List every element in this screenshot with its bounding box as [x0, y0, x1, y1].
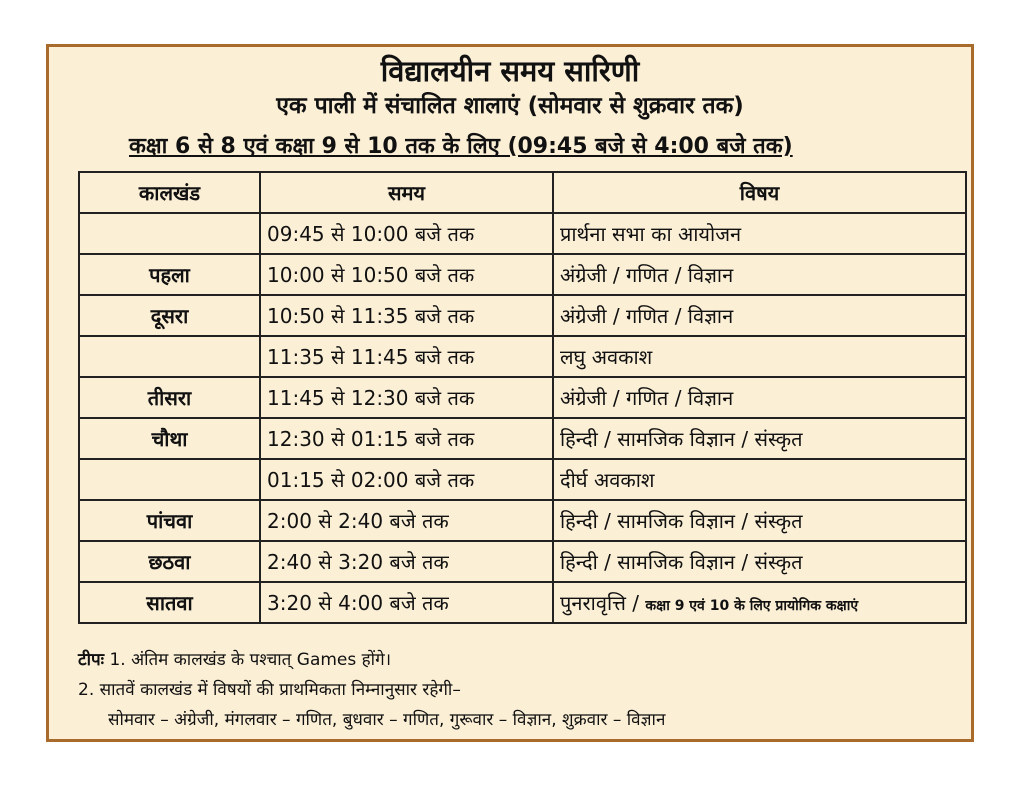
- page-title: विद्यालयीन समय सारिणी: [380, 54, 640, 88]
- time-cell: 01:15 से 02:00 बजे तक: [260, 459, 553, 500]
- subject-cell: अंग्रेजी / गणित / विज्ञान: [553, 377, 966, 418]
- practical-class-note: कक्षा 9 एवं 10 के लिए प्रायोगिक कक्षाएं: [645, 598, 859, 614]
- subject-cell: अंग्रेजी / गणित / विज्ञान: [553, 254, 966, 295]
- class-range-heading: कक्षा 6 से 8 एवं कक्षा 9 से 10 तक के लिए (09:45 बजे से 4:00 बजे तक): [129, 134, 793, 159]
- note-line-3: सोमवार – अंग्रेजी, मंगलवार – गणित, बुधवार – गणित, गुरूवार – विज्ञान, शुक्रवार – विज्ञान: [108, 710, 666, 730]
- time-cell: 09:45 से 10:00 बजे तक: [260, 213, 553, 254]
- table-row: [79, 500, 966, 541]
- period-cell: पहला: [79, 254, 260, 295]
- period-cell: तीसरा: [79, 377, 260, 418]
- subject-cell: लघु अवकाश: [553, 336, 966, 377]
- table-row: [79, 541, 966, 582]
- note-line-2: 2. सातवें कालखंड में विषयों की प्राथमिकता निम्नानुसार रहेगी–: [78, 680, 461, 700]
- period-cell: दूसरा: [79, 295, 260, 336]
- note-text-1: 1. अंतिम कालखंड के पश्चात् Games होंगे।: [109, 650, 392, 670]
- table-row: [79, 336, 966, 377]
- subject-cell: दीर्घ अवकाश: [553, 459, 966, 500]
- time-cell: 10:00 से 10:50 बजे तक: [260, 254, 553, 295]
- table-row: [79, 254, 966, 295]
- table-header-row: [79, 172, 966, 213]
- table-row: [79, 582, 966, 623]
- subject-cell: हिन्दी / सामजिक विज्ञान / संस्कृत: [553, 500, 966, 541]
- period-cell: छठवा: [79, 541, 260, 582]
- table-row: [79, 459, 966, 500]
- subject-cell: हिन्दी / सामजिक विज्ञान / संस्कृत: [553, 418, 966, 459]
- time-cell: 11:45 से 12:30 बजे तक: [260, 377, 553, 418]
- subject-cell: [553, 582, 966, 623]
- note-label: टीपः: [78, 650, 105, 670]
- period-cell: पांचवा: [79, 500, 260, 541]
- table-row: [79, 418, 966, 459]
- time-cell: 12:30 से 01:15 बजे तक: [260, 418, 553, 459]
- period-cell: [79, 459, 260, 500]
- table-row: [79, 377, 966, 418]
- table-row: [79, 295, 966, 336]
- time-cell: 10:50 से 11:35 बजे तक: [260, 295, 553, 336]
- period-cell: [79, 213, 260, 254]
- table-row: [79, 213, 966, 254]
- period-cell: चौथा: [79, 418, 260, 459]
- time-cell: 3:20 से 4:00 बजे तक: [260, 582, 553, 623]
- time-cell: 11:35 से 11:45 बजे तक: [260, 336, 553, 377]
- subject-cell: हिन्दी / सामजिक विज्ञान / संस्कृत: [553, 541, 966, 582]
- period-cell: [79, 336, 260, 377]
- period-cell: सातवा: [79, 582, 260, 623]
- header-time: समय: [260, 172, 553, 213]
- note-line-1: [78, 645, 665, 675]
- subject-cell: प्रार्थना सभा का आयोजन: [553, 213, 966, 254]
- timetable-frame: [46, 44, 974, 742]
- time-cell: 2:00 से 2:40 बजे तक: [260, 500, 553, 541]
- subject-text: पुनरावृत्ति /: [560, 591, 640, 615]
- timetable: [78, 171, 967, 624]
- header-period: कालखंड: [79, 172, 260, 213]
- page-subtitle: एक पाली में संचालित शालाएं (सोमवार से शुक्रवार तक): [276, 93, 744, 119]
- time-cell: 2:40 से 3:20 बजे तक: [260, 541, 553, 582]
- notes-section: [78, 645, 665, 735]
- header-subject: विषय: [553, 172, 966, 213]
- subject-cell: अंग्रेजी / गणित / विज्ञान: [553, 295, 966, 336]
